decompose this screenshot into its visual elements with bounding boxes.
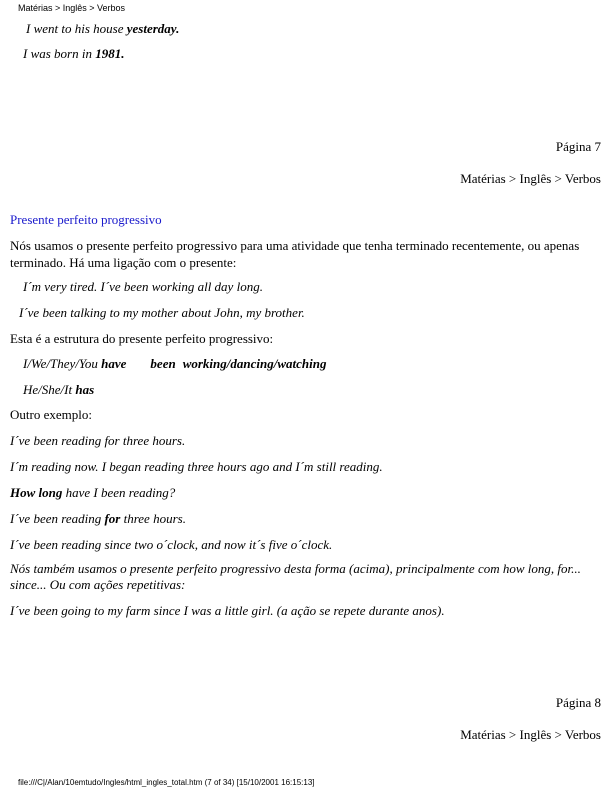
breadcrumb-page-7: Matérias > Inglês > Verbos	[460, 171, 601, 186]
example-for-three-hours: I´ve been reading for three hours.	[10, 511, 186, 526]
breadcrumb-page-8: Matérias > Inglês > Verbos	[460, 727, 601, 742]
running-header-breadcrumb: Matérias > Inglês > Verbos	[18, 3, 126, 13]
example-born: I was born in 1981.	[23, 46, 125, 61]
example-talking: I´ve been talking to my mother about John, my brother.	[19, 305, 305, 320]
usage-note: Nós também usamos o presente perfeito progressivo desta forma (acima), principalmente com how long, for... since... Ou com ações repetitivas:	[10, 561, 581, 592]
example-yesterday: I went to his house yesterday.	[26, 21, 180, 36]
section-intro: Nós usamos o presente perfeito progressivo para uma atividade que tenha terminado recentemente, ou apenas terminado. Há uma ligação com o presente:	[10, 238, 580, 270]
page-number-7: Página 7	[555, 139, 601, 154]
structure-intro: Esta é a estrutura do presente perfeito progressivo:	[10, 331, 274, 346]
page-number-8: Página 8	[555, 695, 601, 710]
example-reading-now: I´m reading now. I began reading three hours ago and I´m still reading.	[10, 459, 383, 474]
example-how-long: How long have I been reading?	[10, 485, 176, 500]
section-title: Presente perfeito progressivo	[10, 212, 162, 227]
example-farm: I´ve been going to my farm since I was a little girl. (a ação se repete durante anos).	[10, 603, 445, 618]
structure-row-1: I/We/They/You have been working/dancing/watching	[23, 356, 327, 371]
example-reading-three-hours: I´ve been reading for three hours.	[10, 433, 186, 448]
example-since-two: I´ve been reading since two o´clock, and now it´s five o´clock.	[10, 537, 333, 552]
footer-file-path: file:///C|/Alan/10emtudo/Ingles/html_ingles_total.htm (7 of 34) [15/10/2001 16:15:13]	[18, 778, 315, 787]
structure-row-2: He/She/It has	[23, 382, 95, 397]
example-tired: I´m very tired. I´ve been working all day long.	[23, 279, 263, 294]
other-example-label: Outro exemplo:	[10, 407, 92, 422]
